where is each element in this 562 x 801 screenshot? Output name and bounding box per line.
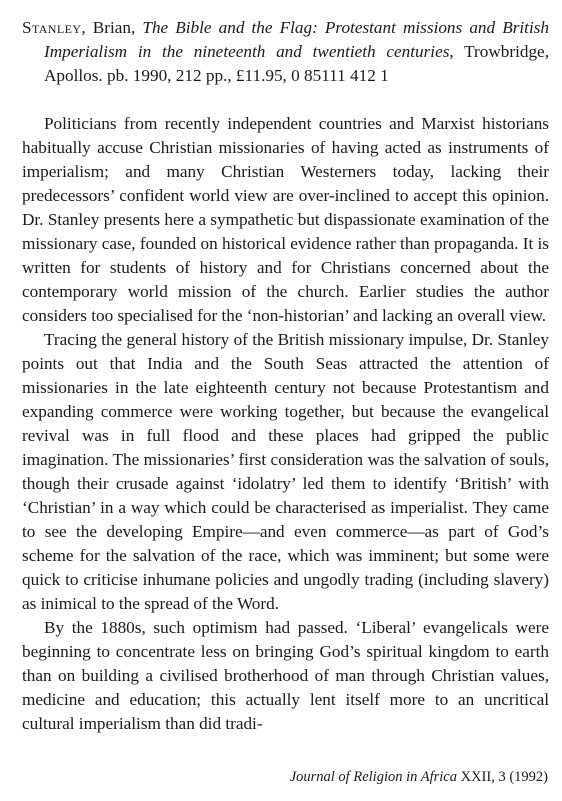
book-citation xyxy=(22,16,549,88)
publication-details: , Trowbridge, Apollos. pb. 1990, 212 pp., £11.95, 0 85111 412 1 xyxy=(44,42,549,85)
author-given-name: , Brian, xyxy=(81,18,143,37)
author-surname: Stanley xyxy=(22,18,82,37)
review-page xyxy=(22,16,549,736)
review-paragraph-3: By the 1880s, such optimism had passed. ‘Liberal’ evangelicals were beginning to concentrate less on bringing God’s spiritual kingdom to earth than on building a civilised brotherhood of man through Christian values, medicine and education; this actually lent itself more to an uncritical cultural imperialism than did tradi- xyxy=(22,618,549,733)
journal-issue: XXII, 3 (1992) xyxy=(456,769,548,785)
review-paragraph-2: Tracing the general history of the British missionary impulse, Dr. Stanley points out that India and the South Seas attracted the attention of missionaries in the late eighteenth century not because Protestantism and expanding commerce were working together, but because the evangelical revival was in full flood and these places had gripped the public imagination. The missionaries’ first consideration was the salvation of souls, though their crusade against ‘idolatry’ led them to identify ‘British’ with ‘Christian’ in a way which could be characterised as imperialist. They came to see the developing Empire—and even commerce—as part of God’s scheme for the salvation of the race, which was imminent; but some were quick to criticise inhumane policies and ungodly trading (including slavery) as inimical to the spread of the Word. xyxy=(22,330,549,613)
book-title: The Bible and the Flag: Protestant missions and British Imperialism in the nineteenth and twentieth centuries xyxy=(44,18,549,61)
review-body xyxy=(22,112,549,736)
journal-name: Journal of Religion in Africa xyxy=(289,769,457,785)
review-paragraph-1: Politicians from recently independent countries and Marxist historians habitually accuse Christian missionaries of having acted as instruments of imperialism; and many Christian Westerners today, lacking their predecessors’ confident world view are over-inclined to accept this opinion. Dr. Stanley presents here a sympathetic but dispassionate examination of the missionary case, founded on historical evidence rather than propaganda. It is written for students of history and for Christians concerned about the contemporary world mission of the church. Earlier studies the author considers too specialised for the ‘non-historian’ and lacking an overall view. xyxy=(22,114,549,325)
journal-footer xyxy=(290,768,548,786)
